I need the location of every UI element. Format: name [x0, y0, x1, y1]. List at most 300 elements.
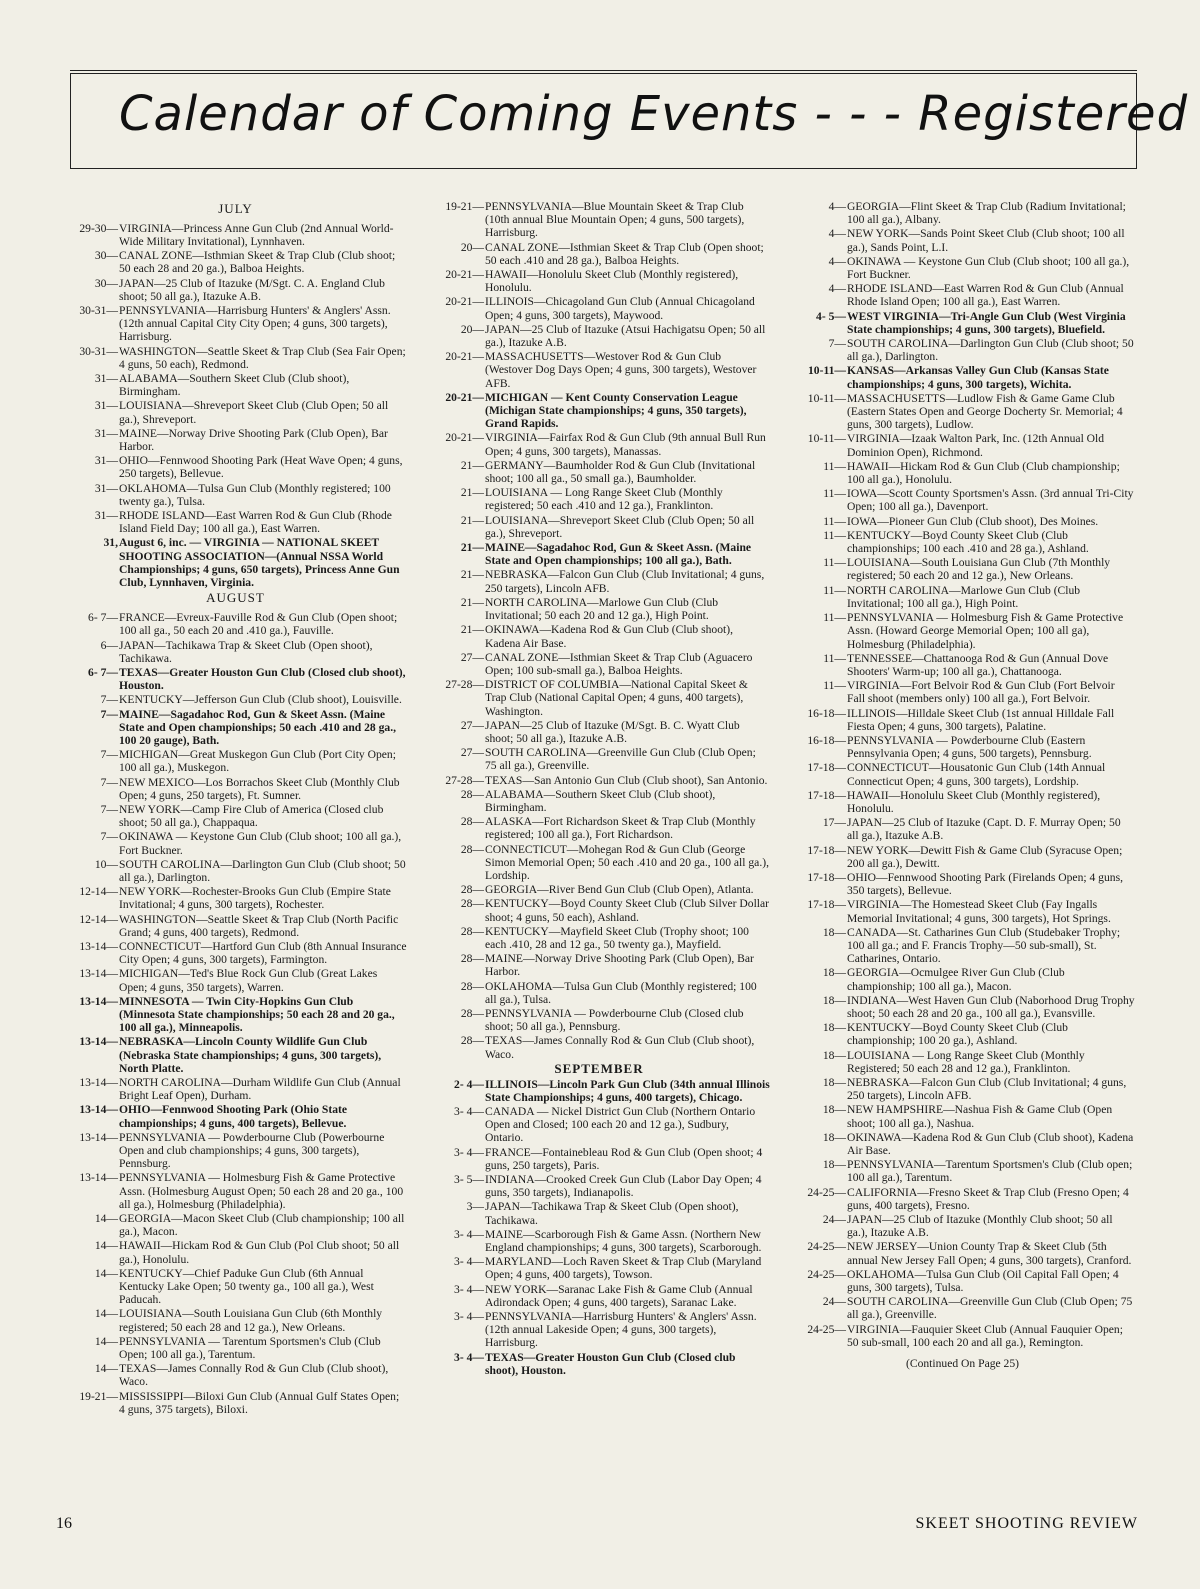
event-text: HAWAII—Hickam Rod & Gun Club (Club championship; 100 all ga.), Honolulu.	[847, 459, 1120, 487]
title-box	[70, 73, 1189, 169]
event-entry	[64, 1390, 407, 1416]
event-entry	[64, 427, 407, 453]
event-entry	[428, 1078, 770, 1104]
event-entry	[790, 1049, 1135, 1075]
event-entry	[64, 858, 407, 884]
event-text: PENNSYLVANIA — Powderbourne Club (Eastern Pennsylvania Open; 4 guns, 500 targets), Pennsburg.	[847, 733, 1092, 761]
event-entry	[790, 200, 1135, 226]
event-entry	[428, 295, 770, 321]
event-text: CANADA — Nickel District Gun Club (Northern Ontario Open and Closed; 100 each 20 and 12 ga.), Sudbury, Ontario.	[485, 1105, 756, 1145]
event-date: 21—	[460, 623, 484, 637]
event-text: JAPAN—Tachikawa Trap & Skeet Club (Open shoot), Tachikawa.	[119, 638, 373, 665]
event-entry	[428, 350, 770, 390]
event-text: MASSACHUSETTS—Westover Rod & Gun Club (Westover Dog Days Open; 4 guns, 300 targets), Westover AFB.	[485, 350, 757, 390]
event-text: KANSAS—Arkansas Valley Gun Club (Kansas State championships; 4 guns, 300 targets), Wichita.	[847, 364, 1109, 391]
event-entry	[428, 883, 770, 896]
event-text: MAINE—Sagadahoc Rod, Gun & Skeet Assn. (Maine State and Open championships; 100 all ga.), Bath.	[485, 541, 752, 568]
event-entry	[64, 536, 407, 589]
event-date: 11—	[823, 487, 846, 501]
event-date: 27—	[460, 650, 484, 664]
event-date: 18—	[822, 1130, 846, 1144]
event-text: WASHINGTON—Seattle Skeet & Trap Club (Sea Fair Open; 4 guns, 50 each), Redmond.	[119, 344, 406, 371]
event-text: JAPAN—25 Club of Itazuke (Atsui Hachigatsu Open; 50 all ga.), Itazuke A.B.	[485, 322, 766, 350]
event-date: 14—	[94, 1362, 118, 1376]
event-date: 3- 4—	[454, 1282, 484, 1296]
event-text: PENNSYLVANIA — Powderbourne Club (Closed club shoot; 50 all ga.), Pennsburg.	[485, 1006, 744, 1034]
event-date: 21—	[460, 513, 484, 527]
event-date: 30—	[94, 276, 118, 290]
event-entry	[64, 482, 407, 508]
event-entry	[428, 541, 770, 567]
event-date: 21—	[460, 458, 484, 472]
event-date: 16-18—	[807, 733, 846, 747]
event-text: PENNSYLVANIA—Tarentum Sportsmen's Club (Club open; 100 all ga.), Tarentum.	[847, 1158, 1133, 1185]
event-entry	[790, 227, 1135, 253]
event-entry	[790, 966, 1135, 992]
event-date: 17-18—	[807, 843, 846, 857]
event-date: 24-25—	[807, 1267, 846, 1281]
event-entry	[790, 337, 1135, 363]
event-entry	[428, 843, 770, 883]
event-text: LOUISIANA — Long Range Skeet Club (Monthly registered; 50 each .410 and 12 ga.), Franklinton.	[485, 486, 723, 513]
event-entry	[790, 1186, 1135, 1212]
event-text: ALABAMA—Southern Skeet Club (Club shoot), Birmingham.	[119, 372, 350, 399]
event-text: CONNECTICUT—Mohegan Rod & Gun Club (George Simon Memorial Open; 50 each .410 and 20 ga., 100 all ga.), Lordship.	[485, 842, 769, 882]
event-text: RHODE ISLAND—East Warren Rod & Gun Club (Rhode Island Field Day; 100 all ga.), East Warren.	[119, 509, 392, 536]
event-text: INDIANA—Crooked Creek Gun Club (Labor Day Open; 4 guns, 350 targets), Indianapolis.	[485, 1173, 762, 1200]
event-text: NEW MEXICO—Los Borrachos Skeet Club (Monthly Club Open; 4 guns, 250 targets), Ft. Sumner.	[119, 775, 400, 802]
event-entry	[790, 1021, 1135, 1047]
event-date: 18—	[822, 1103, 846, 1117]
event-date: 4—	[828, 227, 846, 241]
event-date: 3- 4—	[454, 1255, 484, 1269]
event-text: FRANCE—Evreux-Fauville Rod & Gun Club (Open shoot; 100 all ga., 50 each 20 and .410 ga.), Fauville.	[119, 611, 398, 638]
event-entry	[790, 310, 1135, 336]
event-date: 27—	[460, 746, 484, 760]
page-title: Calendar of Coming Events - - - Registered	[119, 86, 1189, 142]
event-entry	[64, 304, 407, 344]
event-text: NORTH CAROLINA—Marlowe Gun Club (Club Invitational; 50 each 20 and 12 ga.), High Point.	[485, 595, 719, 623]
event-text: KENTUCKY—Chief Paduke Gun Club (6th Annual Kentucky Lake Open; 50 twenty ga., 100 all ga.), West Paducah.	[119, 1266, 374, 1307]
event-date: 11—	[823, 459, 846, 473]
event-entry	[428, 719, 770, 745]
event-entry	[428, 596, 770, 622]
event-text: CONNECTICUT—Hartford Gun Club (8th Annual Insurance City Open; 4 guns, 300 targets), Farmington.	[119, 939, 407, 967]
event-text: NEW YORK—Sands Point Skeet Club (Club shoot; 100 all ga.), Sands Point, L.I.	[847, 227, 1125, 254]
event-entry	[64, 222, 407, 248]
event-entry	[428, 459, 770, 485]
event-date: 29-30—	[79, 221, 118, 235]
event-date: 18—	[822, 966, 846, 980]
event-text: NEW HAMPSHIRE—Nashua Fish & Game Club (Open shoot; 100 all ga.), Nashua.	[847, 1103, 1113, 1130]
event-entry	[428, 1228, 770, 1254]
event-entry	[428, 1146, 770, 1172]
event-text: HAWAII—Honolulu Skeet Club (Monthly registered), Honolulu.	[847, 788, 1101, 815]
event-text: SOUTH CAROLINA—Darlington Gun Club (Club shoot; 50 all ga.), Darlington.	[847, 337, 1134, 364]
event-text: NEW JERSEY—Union County Trap & Skeet Club (5th annual New Jersey Fall Open; 4 guns, 300 targets), Cranford.	[847, 1240, 1132, 1267]
event-entry	[790, 1295, 1135, 1321]
event-text: MAINE—Norway Drive Shooting Park (Club Open), Bar Harbor.	[485, 952, 754, 979]
event-entry	[790, 1103, 1135, 1129]
event-text: VIRGINIA—Princess Anne Gun Club (2nd Annual World-Wide Military Invitational), Lynnhaven.	[119, 221, 394, 249]
event-entry	[64, 454, 407, 480]
event-date: 14—	[94, 1239, 118, 1253]
event-date: 31—	[94, 426, 118, 440]
event-date: 19-21—	[445, 200, 484, 213]
event-entry	[790, 255, 1135, 281]
event-text: TENNESSEE—Chattanooga Rod & Gun (Annual Dove Shooters' Warm-up; 100 all ga.), Chattanooga.	[847, 651, 1109, 678]
event-date: 20-21—	[445, 431, 484, 445]
event-entry	[790, 529, 1135, 555]
event-text: ALABAMA—Southern Skeet Club (Club shoot), Birmingham.	[485, 787, 716, 814]
event-text: NEW YORK—Saranac Lake Fish & Game Club (Annual Adirondack Open; 4 guns, 400 targets), Saranac Lake.	[485, 1282, 753, 1309]
event-date: 20—	[460, 240, 484, 254]
event-text: ILLINOIS—Hilldale Skeet Club (1st annual Hilldale Fall Fiesta Open; 4 guns, 300 targets), Palatine.	[847, 706, 1115, 733]
event-text: CALIFORNIA—Fresno Skeet & Trap Club (Fresno Open; 4 guns, 400 targets), Fresno.	[847, 1185, 1129, 1212]
event-date: 28—	[460, 924, 484, 938]
event-text: OKLAHOMA—Tulsa Gun Club (Oil Capital Fall Open; 4 guns, 300 targets), Tulsa.	[847, 1267, 1119, 1295]
event-entry	[790, 556, 1135, 582]
event-date: 7—	[100, 802, 118, 816]
event-entry	[428, 200, 770, 240]
event-date: 10-11—	[807, 364, 846, 378]
event-date: 24—	[822, 1295, 846, 1309]
event-entry	[428, 514, 770, 540]
event-entry	[428, 897, 770, 923]
event-text: LOUISIANA—Shreveport Skeet Club (Club Open; 50 all ga.), Shreveport.	[119, 399, 389, 426]
event-date: 3- 4—	[454, 1310, 484, 1324]
event-date: 3- 4—	[454, 1105, 484, 1119]
event-text: SOUTH CAROLINA—Greenville Gun Club (Club Open; 75 all ga.), Greenville.	[847, 1295, 1133, 1322]
event-date: 17-18—	[807, 898, 846, 912]
event-date: 10-11—	[807, 432, 846, 446]
event-date: 16-18—	[807, 706, 846, 720]
event-entry	[790, 789, 1135, 815]
event-text: GEORGIA—Ocmulgee River Gun Club (Club championship; 100 all ga.), Macon.	[847, 966, 1065, 993]
event-text: NEW YORK—Dewitt Fish & Game Club (Syracuse Open; 200 all ga.), Dewitt.	[847, 843, 1123, 870]
event-date: 18—	[822, 1048, 846, 1062]
event-date: 10—	[94, 857, 118, 871]
event-text: SOUTH CAROLINA—Darlington Gun Club (Club shoot; 50 all ga.), Darlington.	[119, 857, 406, 884]
event-date: 3- 5—	[454, 1173, 484, 1187]
event-text: NEW YORK—Camp Fire Club of America (Closed club shoot; 50 all ga.), Chappaqua.	[119, 802, 384, 830]
event-entry	[790, 1131, 1135, 1157]
event-entry	[790, 487, 1135, 513]
event-text: JAPAN—25 Club of Itazuke (M/Sgt. B. C. Wyatt Club shoot; 50 all ga.), Itazuke A.B.	[485, 718, 740, 745]
event-date: 20-21—	[445, 350, 484, 364]
event-entry	[790, 679, 1135, 705]
event-date: 31—	[94, 454, 118, 468]
event-text: HAWAII—Hickam Rod & Gun Club (Pol Club shoot; 50 all ga.), Honolulu.	[119, 1239, 400, 1266]
event-text: NEBRASKA—Falcon Gun Club (Club Invitational; 4 guns, 250 targets), Lincoln AFB.	[485, 568, 765, 595]
event-date: 14—	[94, 1334, 118, 1348]
event-date: 2- 4—	[454, 1077, 484, 1091]
event-entry	[428, 268, 770, 294]
event-entry	[428, 1255, 770, 1281]
event-entry	[790, 994, 1135, 1020]
event-date: 21—	[460, 486, 484, 500]
event-date: 3- 4—	[454, 1350, 484, 1364]
event-entry	[64, 1239, 407, 1265]
event-entry	[64, 776, 407, 802]
event-entry	[64, 666, 407, 692]
event-entry	[790, 898, 1135, 924]
event-entry	[428, 651, 770, 677]
event-date: 13-14—	[79, 1035, 118, 1049]
event-entry	[64, 885, 407, 911]
event-entry	[428, 391, 770, 431]
event-text: CANAL ZONE—Isthmian Skeet & Trap Club (Club shoot; 50 each 28 and 20 ga.), Balboa Heights.	[119, 249, 396, 276]
event-date: 7—	[100, 830, 118, 844]
event-entry	[428, 486, 770, 512]
event-entry	[790, 611, 1135, 651]
event-date: 31—	[94, 372, 118, 386]
event-text: PENNSYLVANIA—Blue Mountain Skeet & Trap Club (10th annual Blue Mountain Open; 4 guns, 500 targets), Harrisburg.	[485, 200, 745, 240]
event-text: August 6, inc. — VIRGINIA — NATIONAL SKEET SHOOTING ASSOCIATION—(Annual NSSA World Championships; 4 guns, 650 targets), Princess Anne Gun Club, Lynnhaven, Virginia.	[119, 536, 400, 590]
event-text: CANAL ZONE—Isthmian Skeet & Trap Club (Aguacero Open; 100 sub-small ga.), Balboa Heights.	[485, 650, 753, 677]
event-date: 7—	[100, 693, 118, 707]
column-3	[790, 200, 1135, 1370]
event-text: VIRGINIA—Fort Belvoir Rod & Gun Club (Fort Belvoir Fall shoot (members only) 100 all ga.), Fort Belvoir.	[847, 679, 1115, 706]
event-text: MICHIGAN—Ted's Blue Rock Gun Club (Great Lakes Open; 4 guns, 350 targets), Warren.	[119, 967, 378, 994]
event-date: 10-11—	[807, 391, 846, 405]
event-entry	[790, 761, 1135, 787]
event-entry	[428, 925, 770, 951]
event-entry	[428, 568, 770, 594]
event-date: 28—	[460, 883, 484, 897]
event-date: 3- 4—	[454, 1145, 484, 1159]
event-text: OKINAWA—Kadena Rod & Gun Club (Club shoot), Kadena Air Base.	[847, 1130, 1134, 1158]
event-date: 11—	[823, 514, 846, 528]
event-text: LOUISIANA—South Louisiana Gun Club (6th Monthly registered; 50 each 28 and 12 ga.), New Orleans.	[119, 1307, 383, 1334]
event-date: 4—	[828, 200, 846, 213]
event-entry	[428, 1173, 770, 1199]
event-entry	[790, 1076, 1135, 1102]
event-entry	[64, 748, 407, 774]
event-date: 27—	[460, 718, 484, 732]
event-entry	[790, 515, 1135, 528]
event-text: OKLAHOMA—Tulsa Gun Club (Monthly registered; 100 twenty ga.), Tulsa.	[119, 481, 391, 508]
event-date: 20—	[460, 322, 484, 336]
event-text: GEORGIA—Flint Skeet & Trap Club (Radium Invitational; 100 all ga.), Albany.	[847, 200, 1126, 227]
event-entry	[428, 1351, 770, 1377]
event-date: 21—	[460, 541, 484, 555]
event-date: 6- 7—	[88, 611, 118, 625]
event-entry	[790, 1240, 1135, 1266]
event-date: 28—	[460, 979, 484, 993]
event-date: 17-18—	[807, 761, 846, 775]
event-text: CANAL ZONE—Isthmian Skeet & Trap Club (Open shoot; 50 each .410 and 28 ga.), Balboa Heights.	[485, 240, 764, 267]
event-date: 6- 7—	[88, 665, 118, 679]
event-date: 7—	[828, 337, 846, 351]
event-entry	[428, 1200, 770, 1226]
event-text: VIRGINIA—The Homestead Skeet Club (Fay Ingalls Memorial Invitational; 4 guns, 300 targets), Hot Springs.	[847, 898, 1111, 925]
event-text: PENNSYLVANIA—Harrisburg Hunters' & Anglers' Assn. (12th annual Lakeside Open; 4 guns, 300 targets), Harrisburg.	[485, 1310, 757, 1350]
event-entry	[428, 323, 770, 349]
event-date: 13-14—	[79, 994, 118, 1008]
event-date: 28—	[460, 897, 484, 911]
event-text: NORTH CAROLINA—Durham Wildlife Gun Club (Annual Bright Leaf Open), Durham.	[119, 1076, 401, 1103]
magazine-name: SKEET SHOOTING REVIEW	[915, 1515, 1138, 1532]
event-date: 14—	[94, 1212, 118, 1226]
event-text: LOUISIANA—Shreveport Skeet Club (Club Open; 50 all ga.), Shreveport.	[485, 513, 755, 540]
event-text: KENTUCKY—Boyd County Skeet Club (Club championship; 100 20 ga.), Ashland.	[847, 1021, 1068, 1048]
event-entry	[790, 707, 1135, 733]
event-text: VIRGINIA—Fauquier Skeet Club (Annual Fauquier Open; 50 sub-small, 100 each 20 and all ga.), Remington.	[847, 1322, 1123, 1349]
event-entry	[428, 1283, 770, 1309]
event-text: MISSISSIPPI—Biloxi Gun Club (Annual Gulf States Open; 4 guns, 375 targets), Biloxi.	[119, 1389, 400, 1416]
event-date: 13-14—	[79, 967, 118, 981]
event-text: MARYLAND—Loch Raven Skeet & Trap Club (Maryland Open; 4 guns, 400 targets), Towson.	[485, 1255, 762, 1282]
event-text: MAINE—Scarborough Fish & Game Assn. (Northern New England championships; 4 guns, 300 targets), Scarborough.	[485, 1227, 762, 1255]
event-date: 11—	[823, 528, 846, 542]
event-entry	[790, 460, 1135, 486]
event-date: 27-28—	[445, 678, 484, 692]
event-entry	[64, 1267, 407, 1307]
event-text: MASSACHUSETTS—Ludlow Fish & Game Game Club (Eastern States Open and George Docherty Sr. Memorial; 4 guns, 300 targets), Ludlow.	[847, 391, 1123, 432]
event-date: 7—	[100, 748, 118, 762]
event-date: 11—	[823, 679, 846, 693]
event-date: 18—	[822, 1076, 846, 1089]
event-text: MICHIGAN—Great Muskegon Gun Club (Port City Open; 100 all ga.), Muskegon.	[119, 748, 396, 775]
event-entry	[64, 995, 407, 1035]
event-entry	[64, 372, 407, 398]
event-text: TEXAS—James Connally Rod & Gun Club (Club shoot), Waco.	[119, 1362, 389, 1389]
event-entry	[790, 844, 1135, 870]
event-entry	[428, 980, 770, 1006]
event-text: OHIO—Fennwood Shooting Park (Ohio State championships; 4 guns, 400 targets), Bellevue.	[119, 1103, 348, 1130]
event-text: KENTUCKY—Boyd County Skeet Club (Club Silver Dollar shoot; 4 guns, 50 each), Ashland.	[485, 897, 770, 924]
event-date: 7—	[100, 707, 118, 721]
event-date: 18—	[822, 1158, 846, 1172]
event-text: PENNSYLVANIA — Holmesburg Fish & Game Protective Assn. (Holmesburg August Open; 50 each 28 and 20 ga., 100 all ga.), Holmesburg (Philadelphia).	[119, 1171, 404, 1211]
month-header: AUGUST	[206, 590, 265, 606]
event-entry	[428, 1310, 770, 1350]
event-date: 6—	[100, 638, 118, 652]
event-date: 30-31—	[79, 304, 118, 318]
event-text: IOWA—Pioneer Gun Club (Club shoot), Des Moines.	[847, 514, 1099, 528]
event-text: LOUISIANA — Long Range Skeet Club (Monthly Registered; 50 each 28 and 12 ga.), Franklinton.	[847, 1048, 1085, 1075]
event-entry	[790, 1323, 1135, 1349]
event-entry	[790, 432, 1135, 458]
event-entry	[64, 940, 407, 966]
event-text: OKINAWA — Keystone Gun Club (Club shoot; 100 all ga.), Fort Buckner.	[119, 830, 402, 857]
event-entry	[64, 1335, 407, 1361]
event-date: 17-18—	[807, 870, 846, 884]
event-entry	[790, 584, 1135, 610]
event-entry	[428, 746, 770, 772]
page-number: 16	[56, 1515, 72, 1532]
event-text: NEW YORK—Rochester-Brooks Gun Club (Empire State Invitational; 4 guns, 300 targets), Rochester.	[119, 885, 391, 912]
event-text: IOWA—Scott County Sportsmen's Assn. (3rd annual Tri-City Open; 100 all ga.), Davenport.	[847, 487, 1134, 514]
event-date: 18—	[822, 993, 846, 1007]
event-entry	[428, 952, 770, 978]
event-entry	[428, 1007, 770, 1033]
event-entry	[64, 611, 407, 637]
event-text: RHODE ISLAND—East Warren Rod & Gun Club (Annual Rhode Island Open; 100 all ga.), East Warren.	[847, 282, 1124, 309]
event-text: PENNSYLVANIA — Powderbourne Club (Powerbourne Open and club championships; 4 guns, 300 targets), Pennsburg.	[119, 1130, 385, 1171]
event-date: 12-14—	[79, 912, 118, 926]
event-text: KENTUCKY—Jefferson Gun Club (Club shoot), Louisville.	[119, 693, 402, 707]
event-date: 14—	[94, 1266, 118, 1280]
event-entry	[790, 652, 1135, 678]
event-text: JAPAN—25 Club of Itazuke (M/Sgt. C. A. England Club shoot; 50 all ga.), Itazuke A.B.	[119, 276, 385, 303]
event-date: 7—	[100, 775, 118, 789]
event-date: 13-14—	[79, 1130, 118, 1144]
event-text: PENNSYLVANIA — Holmesburg Fish & Game Protective Assn. (Howard George Memorial Open; 100 all ga), Holmesburg (Philadelphia).	[847, 611, 1124, 651]
event-text: ILLINOIS—Chicagoland Gun Club (Annual Chicagoland Open; 4 guns, 300 targets), Maywood.	[485, 295, 755, 322]
event-entry	[790, 1158, 1135, 1184]
event-date: 28—	[460, 1034, 484, 1048]
event-text: SOUTH CAROLINA—Greenville Gun Club (Club Open; 75 all ga.), Greenville.	[485, 746, 756, 773]
event-text: JAPAN—Tachikawa Trap & Skeet Club (Open shoot), Tachikawa.	[485, 1200, 739, 1227]
event-text: ALASKA—Fort Richardson Skeet & Trap Club (Monthly registered; 100 all ga.), Fort Richardson.	[485, 815, 756, 842]
event-entry	[64, 913, 407, 939]
month-header: SEPTEMBER	[554, 1060, 644, 1076]
event-date: 4- 5—	[816, 309, 846, 323]
event-text: MAINE—Sagadahoc Rod, Gun & Skeet Assn. (Maine State and Open championships; 50 each .410 and 28 ga., 100 20 gauge), Bath.	[119, 707, 397, 747]
event-date: 28—	[460, 952, 484, 966]
event-entry	[64, 830, 407, 856]
event-text: NEBRASKA—Lincoln County Wildlife Gun Club (Nebraska State championships; 4 guns, 300 targets), North Platte.	[119, 1035, 382, 1075]
event-text: GEORGIA—Macon Skeet Club (Club championship; 100 all ga.), Macon.	[119, 1212, 405, 1239]
event-entry	[428, 774, 770, 787]
event-date: 18—	[822, 925, 846, 939]
event-entry	[790, 392, 1135, 432]
event-entry	[64, 345, 407, 371]
event-text: MICHIGAN — Kent County Conservation League (Michigan State championships; 4 guns, 350 targets), Grand Rapids.	[485, 390, 747, 431]
event-entry	[64, 509, 407, 535]
event-entry	[790, 871, 1135, 897]
event-entry	[64, 1035, 407, 1075]
event-text: OHIO—Fennwood Shooting Park (Firelands Open; 4 guns, 350 targets), Bellevue.	[847, 870, 1123, 898]
event-entry	[790, 1268, 1135, 1294]
event-entry	[64, 1212, 407, 1238]
event-date: 3—	[466, 1200, 484, 1214]
event-entry	[428, 1034, 770, 1060]
event-entry	[790, 926, 1135, 966]
event-date: 3- 4—	[454, 1227, 484, 1241]
event-text: ILLINOIS—Lincoln Park Gun Club (34th annual Illinois State Championships; 4 guns, 400 targets), Chicago.	[485, 1077, 770, 1104]
event-text: TEXAS—James Connally Rod & Gun Club (Club shoot), Waco.	[485, 1034, 755, 1061]
event-text: JAPAN—25 Club of Itazuke (Monthly Club shoot; 50 all ga.), Itazuke A.B.	[847, 1213, 1113, 1240]
event-date: 4—	[828, 254, 846, 268]
event-text: OHIO—Fennwood Shooting Park (Heat Wave Open; 4 guns, 250 targets), Bellevue.	[119, 454, 403, 481]
event-date: 18—	[822, 1021, 846, 1035]
event-text: CONNECTICUT—Housatonic Gun Club (14th Annual Connecticut Open; 4 guns, 300 targets), Lordship.	[847, 761, 1106, 788]
event-text: INDIANA—West Haven Gun Club (Naborhood Drug Trophy shoot; 50 each 28 and 20 ga., 100 all ga.), Evansville.	[847, 993, 1135, 1020]
event-text: FRANCE—Fontainebleau Rod & Gun Club (Open shoot; 4 guns, 250 targets), Paris.	[485, 1145, 763, 1172]
event-date: 11—	[823, 611, 846, 625]
event-date: 11—	[823, 556, 846, 570]
event-text: NORTH CAROLINA—Marlowe Gun Club (Club Invitational; 100 all ga.), High Point.	[847, 583, 1081, 610]
event-text: GEORGIA—River Bend Gun Club (Club Open), Atlanta.	[485, 883, 754, 897]
month-header: JULY	[218, 201, 253, 216]
event-date: 28—	[460, 842, 484, 856]
event-text: LOUISIANA—South Louisiana Gun Club (7th Monthly registered; 50 each 20 and 12 ga.), New Orleans.	[847, 556, 1111, 583]
event-entry	[428, 241, 770, 267]
event-entry	[64, 803, 407, 829]
event-text: OKINAWA—Kadena Rod & Gun Club (Club shoot), Kadena Air Base.	[485, 623, 733, 650]
column-2	[428, 200, 770, 1378]
event-text: PENNSYLVANIA—Harrisburg Hunters' & Anglers' Assn. (12th annual Capital City City Open; 4 guns, 300 targets), Harrisburg.	[119, 304, 391, 344]
event-date: 12-14—	[79, 885, 118, 899]
event-date: 19-21—	[79, 1389, 118, 1403]
event-date: 28—	[460, 815, 484, 829]
event-text: PENNSYLVANIA — Tarentum Sportsmen's Club (Club Open; 100 all ga.), Tarentum.	[119, 1334, 381, 1362]
event-text: MAINE—Norway Drive Shooting Park (Club Open), Bar Harbor.	[119, 426, 388, 454]
event-text: OKINAWA — Keystone Gun Club (Club shoot; 100 all ga.), Fort Buckner.	[847, 254, 1130, 282]
